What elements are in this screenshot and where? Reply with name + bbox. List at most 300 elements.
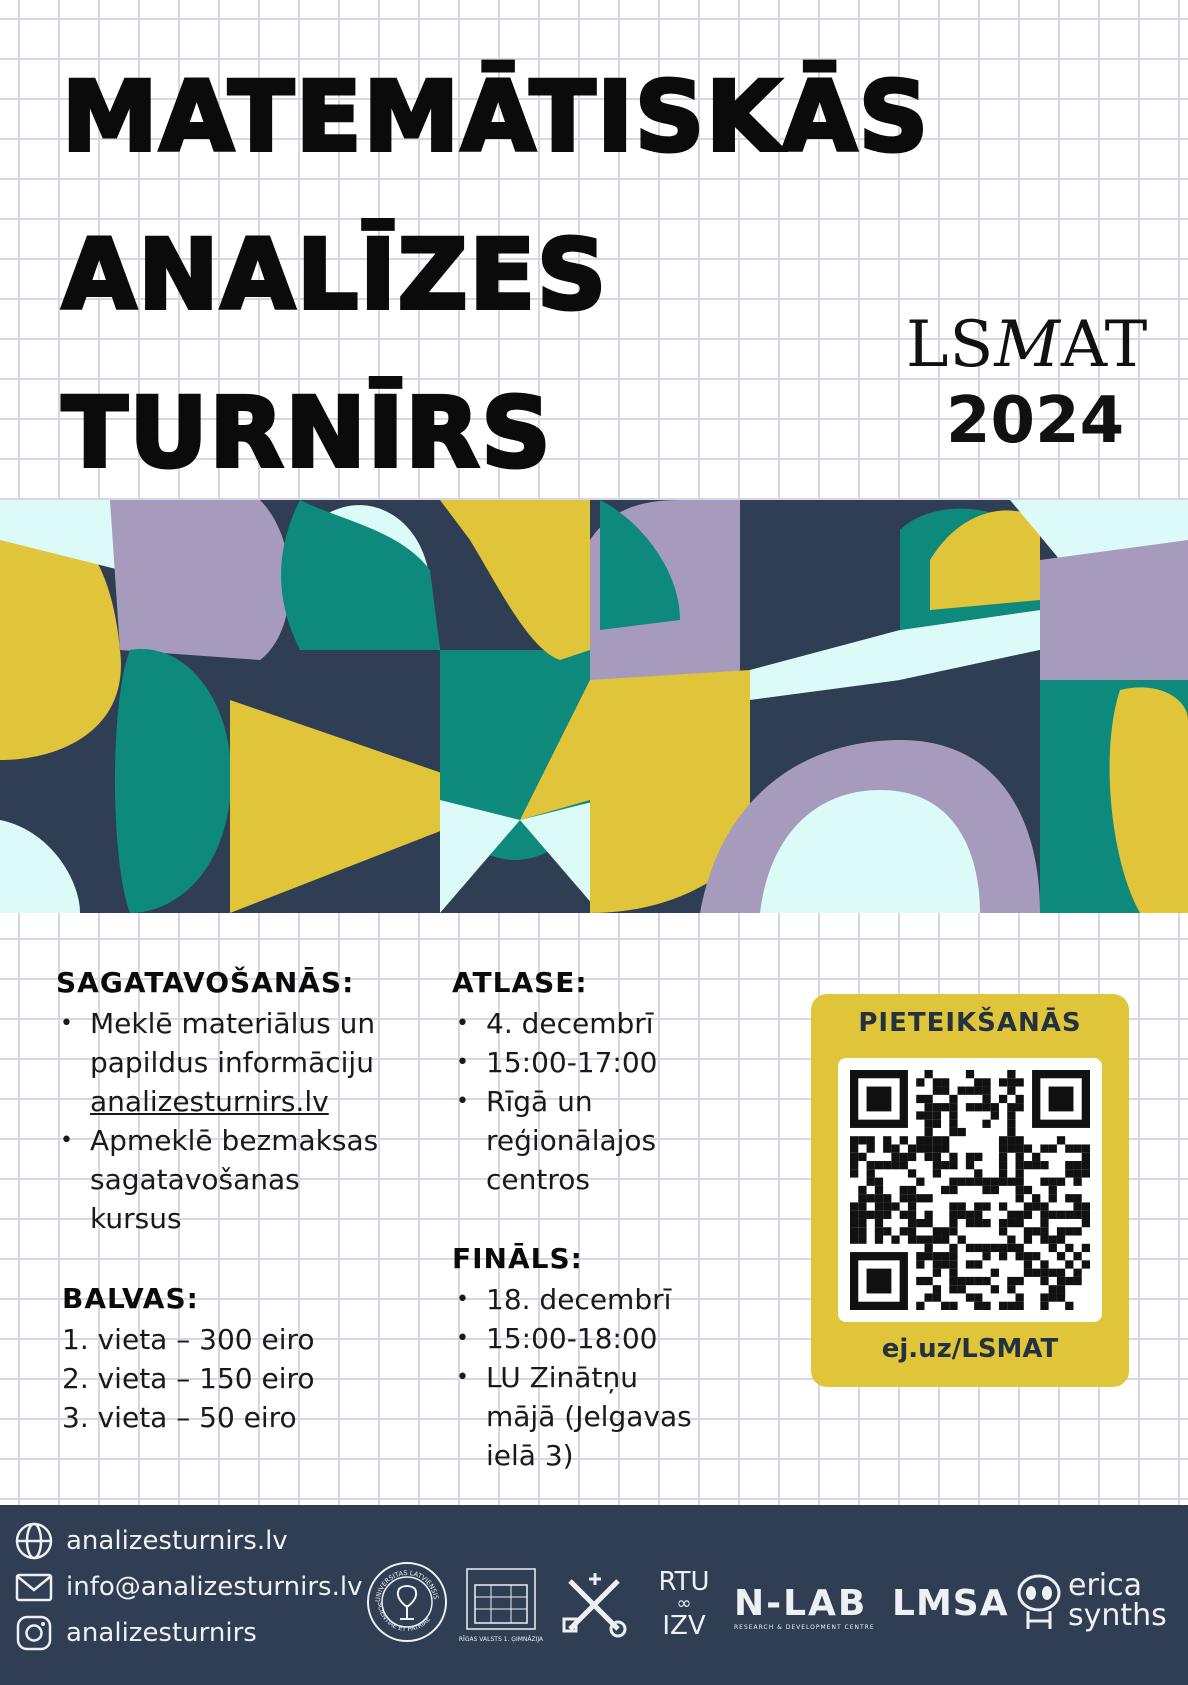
qr-module — [1040, 1302, 1048, 1310]
qr-module — [875, 1186, 883, 1194]
qr-module — [949, 1202, 957, 1210]
qr-module — [933, 1153, 941, 1161]
qr-module — [1016, 1136, 1024, 1144]
qr-module — [949, 1186, 957, 1194]
qr-module — [1057, 1136, 1065, 1144]
qr-module — [858, 1227, 866, 1235]
logo-at: AT — [1060, 308, 1149, 382]
list-item: • 4. decembrī — [452, 1004, 658, 1043]
rtu-text: RTU — [658, 1567, 710, 1597]
qr-module — [999, 1153, 1007, 1161]
qr-module — [1065, 1211, 1073, 1219]
qr-module — [875, 1236, 883, 1244]
footer — [0, 1505, 1188, 1685]
list-item — [452, 1082, 658, 1199]
preparation-item-1-line-2: papildus informāciju — [90, 1046, 374, 1079]
keys-logo — [560, 1571, 630, 1641]
qr-module — [850, 1136, 858, 1144]
qr-module — [908, 1144, 916, 1152]
qr-module — [958, 1128, 966, 1136]
qr-module — [1007, 1128, 1015, 1136]
qr-module — [933, 1111, 941, 1119]
qr-module — [974, 1244, 982, 1252]
qr-module — [1073, 1211, 1081, 1219]
qr-module — [958, 1236, 966, 1244]
qr-module — [1057, 1252, 1065, 1260]
qr-module — [867, 1169, 875, 1177]
qr-module — [1057, 1236, 1065, 1244]
qr-module — [1032, 1153, 1040, 1161]
qr-module — [850, 1169, 858, 1177]
preparation-item-1-line-1: • Meklē materiālus un — [90, 1007, 376, 1040]
qr-module — [999, 1227, 1007, 1235]
qr-module — [958, 1087, 966, 1095]
qr-module — [883, 1144, 891, 1152]
qr-module — [982, 1078, 990, 1086]
qr-module — [999, 1252, 1007, 1260]
mail-icon — [14, 1567, 54, 1607]
prizes-list — [62, 1320, 315, 1437]
qr-module — [1007, 1285, 1015, 1293]
qr-module — [916, 1277, 924, 1285]
qr-module — [858, 1136, 866, 1144]
list-item — [452, 1358, 692, 1475]
final-location-line-1: • LU Zinātņu — [486, 1361, 638, 1394]
qr-module — [966, 1219, 974, 1227]
qr-module — [1049, 1269, 1057, 1277]
qr-module — [1016, 1095, 1024, 1103]
qr-module — [1007, 1302, 1015, 1310]
qr-module — [924, 1252, 932, 1260]
qr-module — [949, 1269, 957, 1277]
qr-module — [850, 1161, 858, 1169]
qr-module — [883, 1211, 891, 1219]
qr-module — [1016, 1219, 1024, 1227]
qr-module — [924, 1293, 932, 1301]
qr-module — [924, 1128, 932, 1136]
qr-module — [933, 1236, 941, 1244]
final-location-line-2: mājā (Jelgavas — [486, 1400, 692, 1433]
qr-module — [924, 1070, 932, 1078]
list-item — [56, 1004, 378, 1121]
website-contact[interactable] — [14, 1519, 288, 1563]
preparation-item-2-line-3: kursus — [90, 1202, 182, 1235]
qr-module — [933, 1120, 941, 1128]
qr-module — [924, 1244, 932, 1252]
selection-location-line-3: centros — [486, 1163, 590, 1196]
qr-module — [1007, 1277, 1015, 1285]
qr-module — [916, 1136, 924, 1144]
qr-finder-square — [867, 1087, 892, 1112]
qr-module — [858, 1219, 866, 1227]
qr-module — [850, 1227, 858, 1235]
qr-module — [958, 1178, 966, 1186]
qr-module — [1032, 1161, 1040, 1169]
qr-module — [1016, 1144, 1024, 1152]
qr-module — [924, 1153, 932, 1161]
qr-module — [1082, 1202, 1090, 1210]
qr-module — [924, 1095, 932, 1103]
qr-module — [1040, 1178, 1048, 1186]
qr-module — [908, 1153, 916, 1161]
qr-module — [924, 1211, 932, 1219]
qr-module — [867, 1161, 875, 1169]
qr-module — [1057, 1285, 1065, 1293]
qr-module — [933, 1227, 941, 1235]
qr-module — [991, 1244, 999, 1252]
qr-module — [1057, 1269, 1065, 1277]
qr-module — [1024, 1260, 1032, 1268]
qr-module — [900, 1153, 908, 1161]
qr-module — [1049, 1236, 1057, 1244]
qr-module — [1016, 1293, 1024, 1301]
preparation-list — [56, 1004, 378, 1238]
qr-module — [1049, 1186, 1057, 1194]
qr-module — [1057, 1293, 1065, 1301]
qr-module — [949, 1153, 957, 1161]
qr-module — [949, 1252, 957, 1260]
qr-module — [916, 1252, 924, 1260]
qr-module — [941, 1302, 949, 1310]
qr-module — [1016, 1169, 1024, 1177]
qr-module — [1032, 1194, 1040, 1202]
qr-module — [1040, 1277, 1048, 1285]
qr-module — [933, 1161, 941, 1169]
qr-code[interactable] — [838, 1058, 1102, 1322]
qr-module — [949, 1219, 957, 1227]
final-list — [452, 1280, 692, 1475]
qr-module — [924, 1136, 932, 1144]
qr-module — [941, 1186, 949, 1194]
qr-module — [949, 1277, 957, 1285]
qr-module — [958, 1285, 966, 1293]
qr-module — [1007, 1078, 1015, 1086]
qr-module — [933, 1285, 941, 1293]
qr-module — [1065, 1277, 1073, 1285]
qr-module — [999, 1202, 1007, 1210]
logo-ls: LS — [906, 308, 995, 382]
qr-module — [949, 1211, 957, 1219]
selection-location-line-2: reģionālajos — [486, 1124, 657, 1157]
instagram-text: analizesturnirs — [66, 1618, 257, 1648]
qr-module — [924, 1194, 932, 1202]
qr-module — [933, 1136, 941, 1144]
qr-module — [875, 1178, 883, 1186]
qr-module — [1024, 1186, 1032, 1194]
qr-module — [916, 1302, 924, 1310]
qr-module — [1082, 1169, 1090, 1177]
qr-module — [1049, 1178, 1057, 1186]
qr-module — [1073, 1144, 1081, 1152]
qr-module — [941, 1103, 949, 1111]
qr-module — [1065, 1260, 1073, 1268]
qr-module — [1007, 1120, 1015, 1128]
qr-module — [1016, 1178, 1024, 1186]
qr-module — [924, 1277, 932, 1285]
qr-module — [949, 1103, 957, 1111]
list-item: • 15:00-17:00 — [452, 1043, 658, 1082]
qr-module — [958, 1277, 966, 1285]
registration-short-url[interactable]: ej.uz/LSMAT — [881, 1334, 1059, 1364]
qr-module — [999, 1169, 1007, 1177]
qr-module — [916, 1095, 924, 1103]
qr-module — [974, 1211, 982, 1219]
qr-module — [966, 1103, 974, 1111]
qr-module — [891, 1153, 899, 1161]
globe-icon — [14, 1521, 54, 1561]
registration-card — [811, 994, 1129, 1387]
qr-module — [974, 1293, 982, 1301]
qr-module — [1065, 1161, 1073, 1169]
qr-module — [1073, 1161, 1081, 1169]
qr-module — [966, 1260, 974, 1268]
qr-module — [941, 1078, 949, 1086]
qr-finder-square — [1049, 1087, 1074, 1112]
qr-module — [982, 1252, 990, 1260]
qr-module — [1065, 1302, 1073, 1310]
qr-module — [949, 1111, 957, 1119]
qr-module — [974, 1178, 982, 1186]
qr-module — [1032, 1269, 1040, 1277]
poster-title — [62, 38, 930, 512]
qr-module — [999, 1161, 1007, 1169]
title-line-2: ANALĪZES — [62, 219, 609, 331]
qr-module — [924, 1219, 932, 1227]
qr-module — [858, 1153, 866, 1161]
qr-module — [1007, 1136, 1015, 1144]
qr-module — [924, 1103, 932, 1111]
qr-module — [991, 1111, 999, 1119]
qr-module — [1007, 1087, 1015, 1095]
qr-module — [982, 1103, 990, 1111]
qr-module — [991, 1103, 999, 1111]
qr-module — [958, 1202, 966, 1210]
qr-module — [875, 1219, 883, 1227]
qr-module — [982, 1186, 990, 1194]
qr-module — [982, 1202, 990, 1210]
nlab-subtitle: RESEARCH & DEVELOPMENT CENTRE — [734, 1624, 875, 1631]
qr-module — [982, 1277, 990, 1285]
qr-module — [916, 1078, 924, 1086]
qr-module — [924, 1111, 932, 1119]
qr-module — [949, 1244, 957, 1252]
qr-module — [974, 1219, 982, 1227]
qr-module — [966, 1153, 974, 1161]
rtu-izv-logo — [656, 1567, 712, 1641]
qr-module — [850, 1153, 858, 1161]
qr-module — [974, 1103, 982, 1111]
instagram-icon — [14, 1613, 54, 1653]
qr-module — [949, 1161, 957, 1169]
qr-code-icon — [850, 1070, 1090, 1310]
synths-text: synths — [1068, 1598, 1167, 1633]
qr-module — [1016, 1302, 1024, 1310]
qr-module — [891, 1161, 899, 1169]
qr-module — [1016, 1186, 1024, 1194]
qr-module — [1016, 1277, 1024, 1285]
qr-module — [908, 1219, 916, 1227]
qr-module — [941, 1227, 949, 1235]
infinity-icon: ∞ — [676, 1593, 692, 1614]
list-item: • 18. decembrī — [452, 1280, 692, 1319]
qr-module — [1024, 1236, 1032, 1244]
qr-module — [1049, 1194, 1057, 1202]
qr-module — [982, 1244, 990, 1252]
qr-module — [924, 1144, 932, 1152]
qr-module — [1032, 1252, 1040, 1260]
lmsa-logo: LMSA — [892, 1583, 1009, 1624]
lsmat-logo — [906, 308, 1149, 382]
qr-module — [1082, 1260, 1090, 1268]
qr-module — [1007, 1144, 1015, 1152]
qr-module — [982, 1087, 990, 1095]
qr-module — [991, 1285, 999, 1293]
qr-module — [867, 1194, 875, 1202]
qr-module — [941, 1144, 949, 1152]
qr-module — [974, 1153, 982, 1161]
qr-module — [850, 1211, 858, 1219]
qr-module — [900, 1136, 908, 1144]
qr-module — [916, 1144, 924, 1152]
email-text: info@analizesturnirs.lv — [66, 1572, 363, 1602]
qr-module — [949, 1285, 957, 1293]
qr-module — [900, 1186, 908, 1194]
qr-module — [875, 1161, 883, 1169]
banner-artwork — [0, 500, 1188, 913]
qr-module — [1007, 1219, 1015, 1227]
qr-module — [982, 1302, 990, 1310]
nlab-logo — [734, 1583, 875, 1631]
qr-module — [933, 1103, 941, 1111]
qr-module — [891, 1202, 899, 1210]
qr-module — [999, 1095, 1007, 1103]
qr-module — [949, 1178, 957, 1186]
lu-seal-top-text: UNIVERSITAS LATVIENSIS — [373, 1568, 440, 1603]
qr-module — [1049, 1285, 1057, 1293]
qr-module — [1024, 1211, 1032, 1219]
selection-heading: ATLASE: — [452, 966, 588, 999]
qr-module — [991, 1178, 999, 1186]
qr-module — [924, 1236, 932, 1244]
qr-module — [924, 1120, 932, 1128]
erica-text: erica — [1068, 1568, 1143, 1603]
qr-module — [1007, 1103, 1015, 1111]
qr-module — [858, 1236, 866, 1244]
qr-module — [999, 1244, 1007, 1252]
qr-module — [1049, 1211, 1057, 1219]
qr-module — [1040, 1219, 1048, 1227]
qr-module — [1082, 1244, 1090, 1252]
qr-module — [900, 1161, 908, 1169]
email-contact[interactable] — [14, 1565, 362, 1609]
qr-module — [916, 1219, 924, 1227]
website-text: analizesturnirs.lv — [66, 1526, 288, 1556]
qr-module — [1040, 1260, 1048, 1268]
qr-module — [867, 1136, 875, 1144]
qr-module — [850, 1144, 858, 1152]
qr-module — [974, 1087, 982, 1095]
qr-module — [1007, 1111, 1015, 1119]
erica-alien-icon — [1014, 1573, 1064, 1635]
qr-module — [933, 1144, 941, 1152]
qr-module — [858, 1211, 866, 1219]
qr-module — [1024, 1161, 1032, 1169]
qr-module — [883, 1136, 891, 1144]
qr-module — [891, 1144, 899, 1152]
qr-module — [991, 1269, 999, 1277]
qr-module — [1040, 1161, 1048, 1169]
qr-module — [941, 1252, 949, 1260]
qr-module — [941, 1161, 949, 1169]
qr-module — [900, 1211, 908, 1219]
qr-module — [1082, 1161, 1090, 1169]
qr-module — [941, 1236, 949, 1244]
qr-module — [1049, 1244, 1057, 1252]
qr-module — [1032, 1227, 1040, 1235]
rvg-school-logo — [458, 1567, 544, 1645]
prizes-heading: BALVAS: — [62, 1282, 199, 1315]
qr-module — [858, 1186, 866, 1194]
qr-module — [941, 1260, 949, 1268]
qr-module — [1007, 1211, 1015, 1219]
qr-module — [1073, 1269, 1081, 1277]
qr-module — [850, 1202, 858, 1210]
qr-module — [1049, 1144, 1057, 1152]
website-link[interactable]: analizesturnirs.lv — [90, 1085, 329, 1118]
qr-module — [1073, 1252, 1081, 1260]
qr-module — [982, 1095, 990, 1103]
selection-location-line-1: • Rīgā un — [486, 1085, 593, 1118]
preparation-item-2-line-2: sagatavošanas — [90, 1163, 300, 1196]
qr-module — [1040, 1269, 1048, 1277]
qr-module — [1016, 1078, 1024, 1086]
qr-module — [966, 1211, 974, 1219]
qr-module — [974, 1302, 982, 1310]
qr-module — [900, 1194, 908, 1202]
logo-m: M — [994, 308, 1061, 382]
qr-module — [1024, 1227, 1032, 1235]
qr-module — [908, 1236, 916, 1244]
qr-module — [1065, 1194, 1073, 1202]
qr-module — [883, 1202, 891, 1210]
instagram-contact[interactable] — [14, 1611, 257, 1655]
qr-module — [933, 1252, 941, 1260]
qr-module — [1082, 1219, 1090, 1227]
qr-module — [1007, 1236, 1015, 1244]
qr-module — [941, 1087, 949, 1095]
qr-module — [1065, 1144, 1073, 1152]
qr-module — [966, 1244, 974, 1252]
qr-module — [908, 1227, 916, 1235]
qr-module — [933, 1087, 941, 1095]
qr-module — [1040, 1202, 1048, 1210]
qr-module — [858, 1194, 866, 1202]
qr-module — [966, 1293, 974, 1301]
qr-module — [1082, 1153, 1090, 1161]
qr-module — [916, 1111, 924, 1119]
qr-module — [949, 1120, 957, 1128]
qr-module — [982, 1178, 990, 1186]
qr-module — [991, 1186, 999, 1194]
qr-module — [949, 1128, 957, 1136]
qr-module — [999, 1136, 1007, 1144]
qr-module — [875, 1202, 883, 1210]
registration-heading: PIETEIKŠANĀS — [858, 1008, 1082, 1038]
qr-module — [999, 1178, 1007, 1186]
qr-module — [1007, 1070, 1015, 1078]
qr-module — [916, 1236, 924, 1244]
list-item: 2. vieta – 150 eiro — [62, 1362, 315, 1395]
